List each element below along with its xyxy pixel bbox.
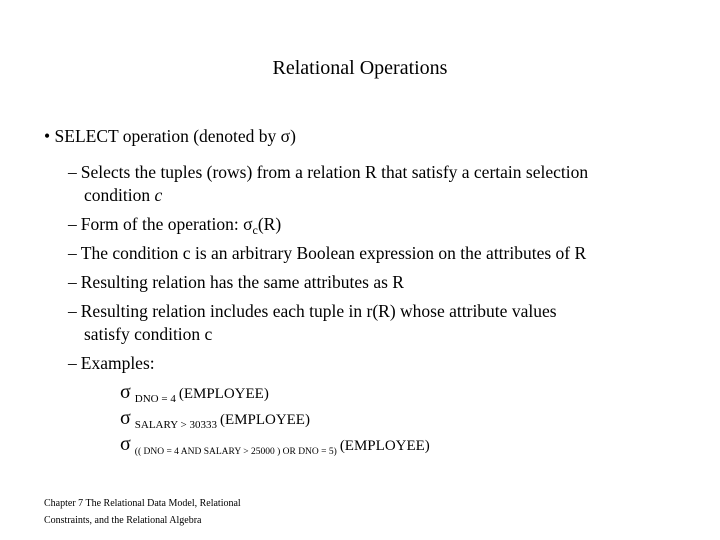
resulting-attrs-text: Resulting relation has the same attributes as R xyxy=(80,272,404,292)
example-condition: DNO = 4 xyxy=(134,393,176,405)
dash-mark: – xyxy=(68,162,77,182)
slide-title: Relational Operations xyxy=(272,57,448,79)
example-2 xyxy=(120,408,310,435)
sigma-symbol: σ xyxy=(120,381,131,403)
example-1 xyxy=(120,382,269,409)
example-condition: (( DNO = 4 AND SALARY > 25000 ) OR DNO = 5) xyxy=(134,447,337,457)
condition-variable: c xyxy=(154,185,163,205)
condition-text: The condition c is an arbitrary Boolean expression on the attributes of R xyxy=(80,243,587,263)
subitem-selects-cont xyxy=(84,185,162,205)
dash-mark: – xyxy=(68,214,77,234)
examples-label: Examples: xyxy=(80,353,155,373)
dash-mark: – xyxy=(68,243,77,263)
subitem-resulting-tuples-cont xyxy=(84,324,212,344)
example-relation: (EMPLOYEE) xyxy=(178,386,269,402)
sigma-symbol: σ xyxy=(120,433,131,455)
dash-mark: – xyxy=(68,301,77,321)
resulting-tuples-cont-text: satisfy condition c xyxy=(84,324,213,344)
example-3 xyxy=(120,434,430,462)
dash-mark: – xyxy=(68,353,77,373)
subitem-form xyxy=(68,214,281,240)
subitem-resulting-tuples xyxy=(68,301,557,321)
subitem-selects xyxy=(68,162,588,182)
subitem-examples xyxy=(68,353,155,373)
form-suffix: (R) xyxy=(257,214,282,234)
form-subscript: c xyxy=(252,223,258,237)
form-text: Form of the operation: σ xyxy=(80,214,253,234)
resulting-tuples-text: Resulting relation includes each tuple in r(R) whose attribute values xyxy=(80,301,557,321)
subitem-condition xyxy=(68,243,586,263)
bullet-select-operation xyxy=(44,126,296,146)
selects-cont-text: condition xyxy=(84,185,155,205)
footer-line-2: Constraints, and the Relational Algebra xyxy=(44,515,202,526)
bullet-text: SELECT operation (denoted by σ) xyxy=(54,126,296,146)
footer-line-1: Chapter 7 The Relational Data Model, Relational xyxy=(44,498,241,509)
bullet-mark: • xyxy=(44,126,51,146)
example-relation: (EMPLOYEE) xyxy=(219,412,310,428)
example-relation: (EMPLOYEE) xyxy=(339,438,430,454)
example-condition: SALARY > 30333 xyxy=(134,419,217,431)
dash-mark: – xyxy=(68,272,77,292)
slide-footer xyxy=(44,495,241,529)
sigma-symbol: σ xyxy=(120,407,131,429)
subitem-resulting-attrs xyxy=(68,272,404,292)
selects-text: Selects the tuples (rows) from a relation R that satisfy a certain selection xyxy=(80,162,589,182)
